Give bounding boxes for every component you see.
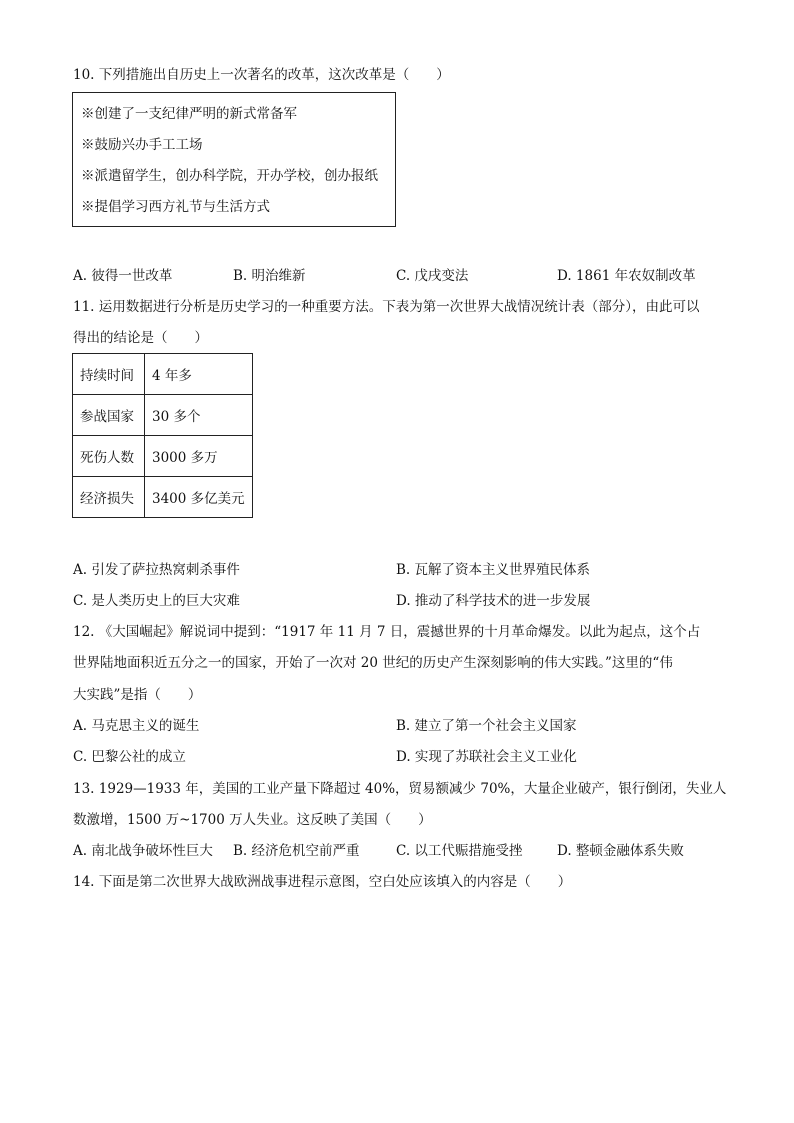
q10-box-line-2: ※鼓励兴办手工工场 xyxy=(81,137,203,153)
table-cell-label: 参战国家 xyxy=(73,395,145,436)
table-row xyxy=(73,436,253,477)
table-row xyxy=(73,354,253,395)
q11-option-d: D. 推动了科学技术的进一步发展 xyxy=(396,593,591,609)
q10-option-b: B. 明治维新 xyxy=(233,268,306,284)
q13-option-d: D. 整顿金融体系失败 xyxy=(557,843,684,859)
q12-option-d: D. 实现了苏联社会主义工业化 xyxy=(396,749,577,765)
q11-option-c: C. 是人类历史上的巨大灾难 xyxy=(73,593,240,609)
q10-option-d: D. 1861 年农奴制改革 xyxy=(557,268,696,284)
q11-stem-line-2: 得出的结论是（ ） xyxy=(73,330,208,346)
q10-box-line-1: ※创建了一支纪律严明的新式常备军 xyxy=(81,106,297,122)
q12-stem-line-3: 大实践”是指（ ） xyxy=(73,687,202,703)
table-cell-label: 经济损失 xyxy=(73,477,145,518)
q13-stem-line-2: 数激增，1500 万~1700 万人失业。这反映了美国（ ） xyxy=(73,812,432,828)
table-cell-value: 4 年多 xyxy=(145,354,253,395)
q13-option-c: C. 以工代赈措施受挫 xyxy=(396,843,523,859)
q13-option-a: A. 南北战争破坏性巨大 xyxy=(73,843,213,859)
q11-option-b: B. 瓦解了资本主义世界殖民体系 xyxy=(396,562,591,578)
q10-stem: 10. 下列措施出自历史上一次著名的改革，这次改革是（ ） xyxy=(73,67,450,83)
q12-option-a: A. 马克思主义的诞生 xyxy=(73,718,200,734)
q10-box-line-4: ※提倡学习西方礼节与生活方式 xyxy=(81,199,270,215)
table-cell-value: 3400 多亿美元 xyxy=(145,477,253,518)
q10-option-c: C. 戊戌变法 xyxy=(396,268,469,284)
q10-option-a: A. 彼得一世改革 xyxy=(73,268,173,284)
q12-stem-line-1: 12. 《大国崛起》解说词中提到：“1917 年 11 月 7 日，震撼世界的十月革命爆发。以此为起点，这个占 xyxy=(73,624,701,640)
q11-stem-line-1: 11. 运用数据进行分析是历史学习的一种重要方法。下表为第一次世界大战情况统计表（部分），由此可以 xyxy=(73,299,700,315)
q14-stem: 14. 下面是第二次世界大战欧洲战事进程示意图，空白处应该填入的内容是（ ） xyxy=(73,874,572,890)
q12-stem-line-2: 世界陆地面积近五分之一的国家，开始了一次对 20 世纪的历史产生深刻影响的伟大实践。”这里的“伟 xyxy=(73,655,673,671)
table-row xyxy=(73,395,253,436)
q10-measures-box xyxy=(72,92,396,227)
table-row xyxy=(73,477,253,518)
table-cell-value: 3000 多万 xyxy=(145,436,253,477)
q12-option-c: C. 巴黎公社的成立 xyxy=(73,749,186,765)
q10-box-line-3: ※派遣留学生，创办科学院，开办学校，创办报纸 xyxy=(81,168,378,184)
q11-option-a: A. 引发了萨拉热窝刺杀事件 xyxy=(73,562,240,578)
q13-stem-line-1: 13. 1929—1933 年，美国的工业产量下降超过 40%，贸易额减少 70%，大量企业破产，银行倒闭，失业人 xyxy=(73,781,727,797)
q13-option-b: B. 经济危机空前严重 xyxy=(233,843,360,859)
table-cell-label: 持续时间 xyxy=(73,354,145,395)
table-cell-label: 死伤人数 xyxy=(73,436,145,477)
q11-stats-table xyxy=(72,353,253,518)
q12-option-b: B. 建立了第一个社会主义国家 xyxy=(396,718,577,734)
table-cell-value: 30 多个 xyxy=(145,395,253,436)
